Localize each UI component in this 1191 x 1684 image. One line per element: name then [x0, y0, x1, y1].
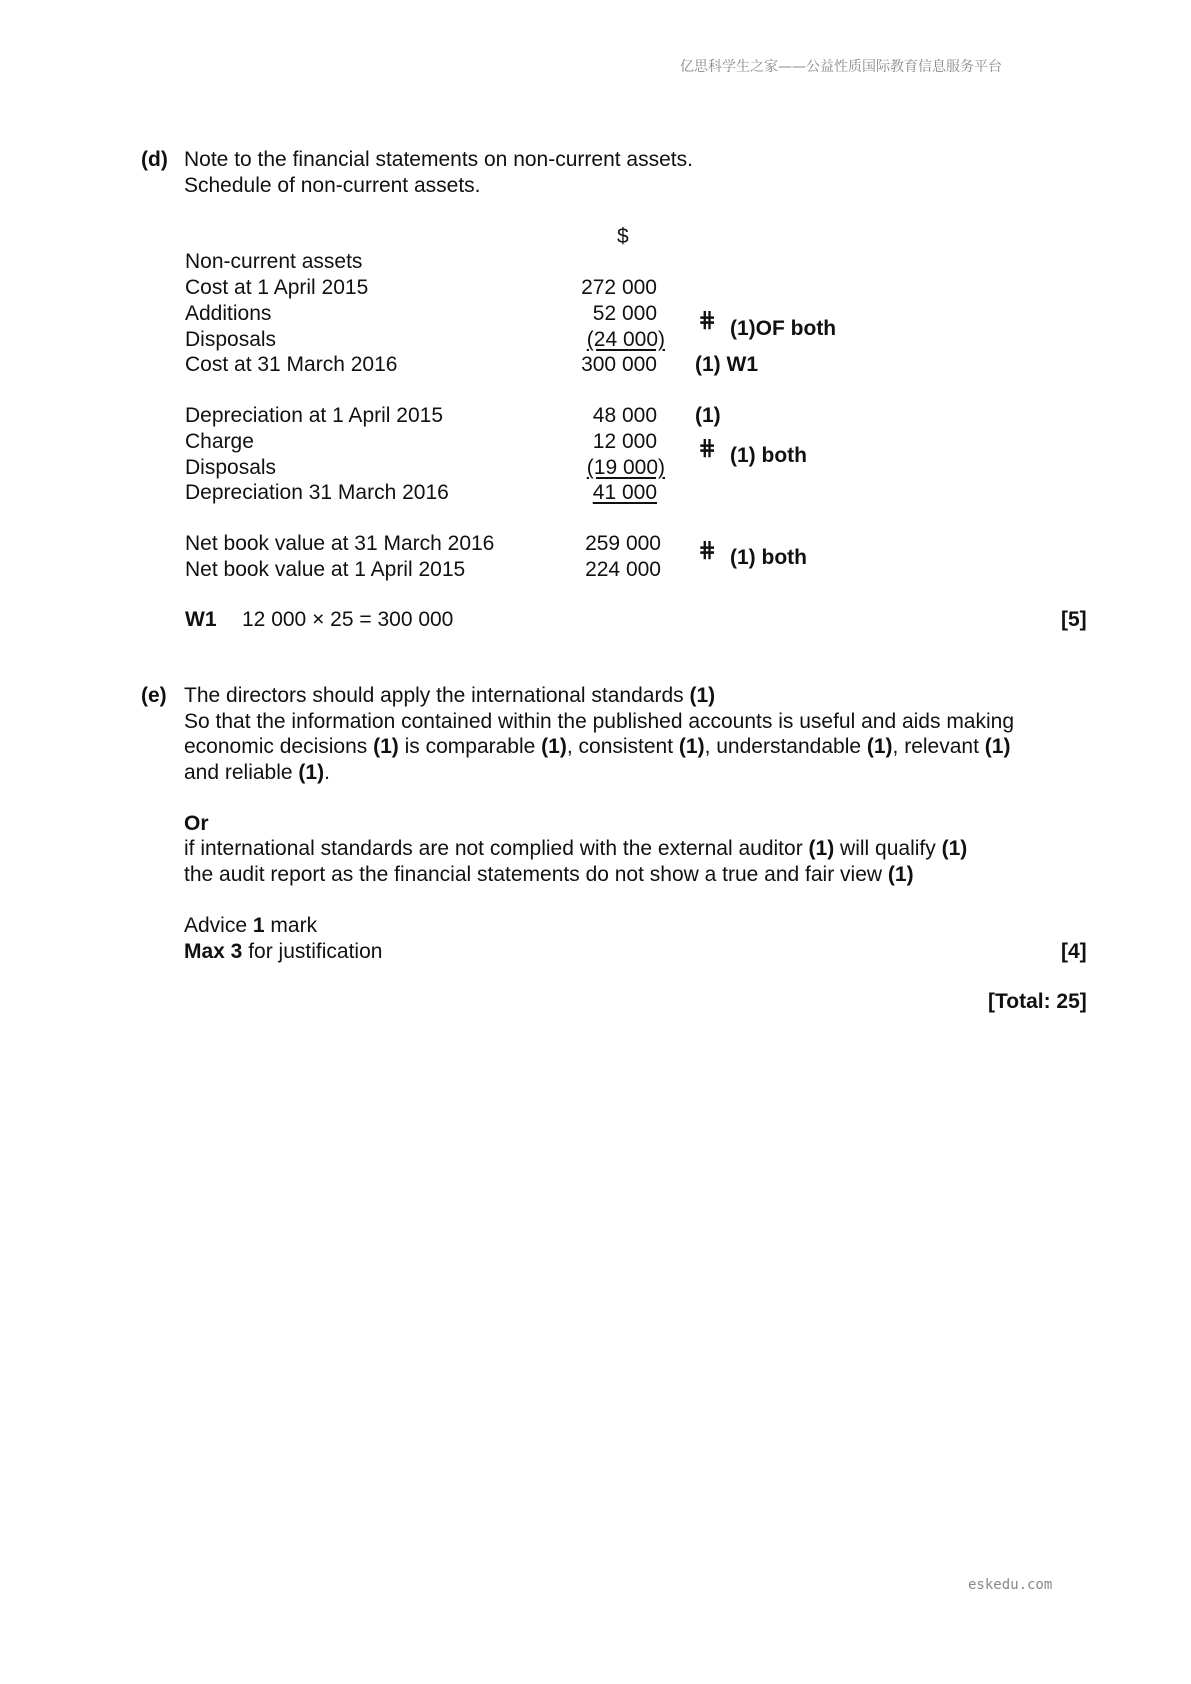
row-value: 272 000	[581, 276, 657, 299]
row-value: 224 000	[585, 558, 661, 581]
mark-one: (1)	[695, 404, 721, 427]
working-calculation: 12 000 × 25 = 300 000	[242, 608, 454, 631]
row-label: Net book value at 31 March 2016	[185, 532, 495, 555]
row-value: (19 000)	[586, 456, 665, 479]
part-e-marks-total: [4]	[1061, 940, 1087, 963]
page-header: 亿思科学生之家——公益性质国际教育信息服务平台	[680, 59, 1002, 75]
part-e-line: and reliable (1).	[184, 761, 330, 784]
part-d-subtitle: Schedule of non-current assets.	[184, 174, 481, 197]
mark-both: (1) both	[730, 444, 807, 467]
hash-bracket-icon: ⋕	[698, 538, 717, 563]
part-e-line: The directors should apply the international standards (1)	[184, 684, 716, 707]
row-value: 41 000	[592, 481, 657, 504]
row-label: Disposals	[185, 328, 277, 351]
row-label: Charge	[185, 430, 254, 453]
part-e-line: the audit report as the financial statements do not show a true and fair view (1)	[184, 863, 914, 886]
hash-bracket-icon: ⋕	[698, 436, 717, 461]
part-d-intro: Note to the financial statements on non-current assets.	[184, 148, 693, 171]
row-label: Disposals	[185, 456, 277, 479]
row-label: Additions	[185, 302, 272, 325]
row-value: 300 000	[581, 353, 657, 376]
hash-bracket-icon: ⋕	[698, 308, 717, 333]
row-label: Cost at 31 March 2016	[185, 353, 398, 376]
mark-of-both: (1)OF both	[730, 317, 837, 340]
row-value: 259 000	[585, 532, 661, 555]
working-label: W1	[185, 608, 217, 631]
part-e-line: economic decisions (1) is comparable (1), consistent (1), understandable (1), relevant (1)	[184, 735, 1011, 758]
page-footer: eskedu.com	[968, 1577, 1053, 1593]
row-label: Cost at 1 April 2015	[185, 276, 369, 299]
part-d-marks-total: [5]	[1061, 608, 1087, 631]
row-label: Depreciation 31 March 2016	[185, 481, 449, 504]
part-d-label: (d)	[141, 148, 168, 171]
currency-header: $	[617, 225, 629, 248]
row-value: (24 000)	[586, 328, 665, 351]
row-value: 52 000	[592, 302, 657, 325]
max-line: Max 3 for justification	[184, 940, 383, 963]
row-label: Net book value at 1 April 2015	[185, 558, 466, 581]
advice-line: Advice 1 mark	[184, 914, 318, 937]
part-e-label: (e)	[141, 684, 167, 707]
row-value: 12 000	[592, 430, 657, 453]
part-e-line: So that the information contained within the published accounts is useful and aids making	[184, 710, 1015, 733]
or-heading: Or	[184, 812, 209, 835]
row-value: 48 000	[592, 404, 657, 427]
part-e-line: if international standards are not complied with the external auditor (1) will qualify (1)	[184, 837, 968, 860]
schedule-heading: Non-current assets	[185, 250, 363, 273]
mark-w1: (1) W1	[695, 353, 758, 376]
mark-both: (1) both	[730, 546, 807, 569]
grand-total: [Total: 25]	[988, 990, 1087, 1013]
row-label: Depreciation at 1 April 2015	[185, 404, 443, 427]
